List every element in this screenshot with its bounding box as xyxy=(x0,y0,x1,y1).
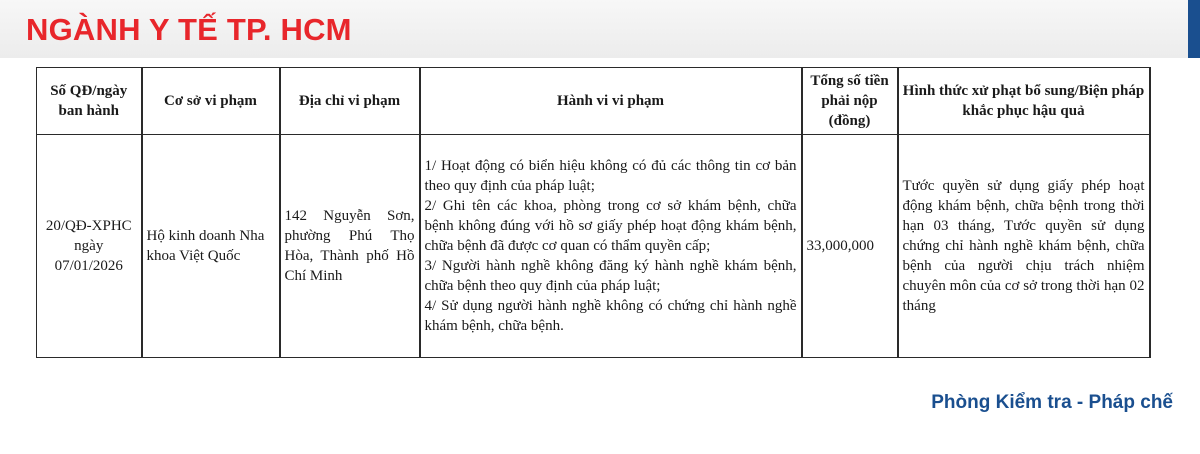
header-band xyxy=(0,0,1188,58)
table-row xyxy=(37,135,1150,358)
col-header-violations: Hành vi vi phạm xyxy=(420,68,802,135)
col-header-facility: Cơ sở vi phạm xyxy=(142,68,280,135)
right-accent-strip xyxy=(1188,0,1200,58)
cell-facility: Hộ kinh doanh Nha khoa Việt Quốc xyxy=(142,135,280,358)
footer-department: Phòng Kiểm tra - Pháp chế xyxy=(931,392,1173,413)
violation-item-1: 1/ Hoạt động có biển hiệu không có đủ các thông tin cơ bản theo quy định của pháp luật; xyxy=(424,158,797,194)
cell-fine: 33,000,000 xyxy=(802,135,898,358)
table-header-row xyxy=(37,68,1150,135)
page-title: NGÀNH Y TẾ TP. HCM xyxy=(26,12,352,47)
col-header-additional-penalty: Hình thức xử phạt bổ sung/Biện pháp khắc phục hậu quả xyxy=(898,68,1150,135)
cell-violations xyxy=(420,135,802,358)
cell-address: 142 Nguyễn Sơn, phường Phú Thọ Hòa, Thành phố Hồ Chí Minh xyxy=(280,135,420,358)
col-header-address: Địa chỉ vi phạm xyxy=(280,68,420,135)
violation-item-3: 3/ Người hành nghề không đăng ký hành nghề khám bệnh, chữa bệnh theo quy định của pháp luật; xyxy=(424,258,797,294)
cell-decision: 20/QĐ-XPHC ngày 07/01/2026 xyxy=(37,135,142,358)
cell-additional-penalty: Tước quyền sử dụng giấy phép hoạt động khám bệnh, chữa bệnh trong thời hạn 03 tháng, Tước quyền sử dụng chứng chỉ hành nghề khám bệnh, chữa bệnh của người chịu trách nhiệm chuyên môn của cơ sở trong thời hạn 02 tháng xyxy=(898,135,1150,358)
col-header-decision: Số QĐ/ngày ban hành xyxy=(37,68,142,135)
violations-table xyxy=(36,67,1151,358)
violation-item-4: 4/ Sử dụng người hành nghề không có chứng chỉ hành nghề khám bệnh, chữa bệnh. xyxy=(424,298,797,334)
violation-item-2: 2/ Ghi tên các khoa, phòng trong cơ sở khám bệnh, chữa bệnh không đúng với hồ sơ giấy phép hoạt động khám bệnh, chữa bệnh đã được cơ quan có thẩm quyền cấp; xyxy=(424,198,797,254)
col-header-fine: Tổng số tiền phải nộp (đồng) xyxy=(802,68,898,135)
